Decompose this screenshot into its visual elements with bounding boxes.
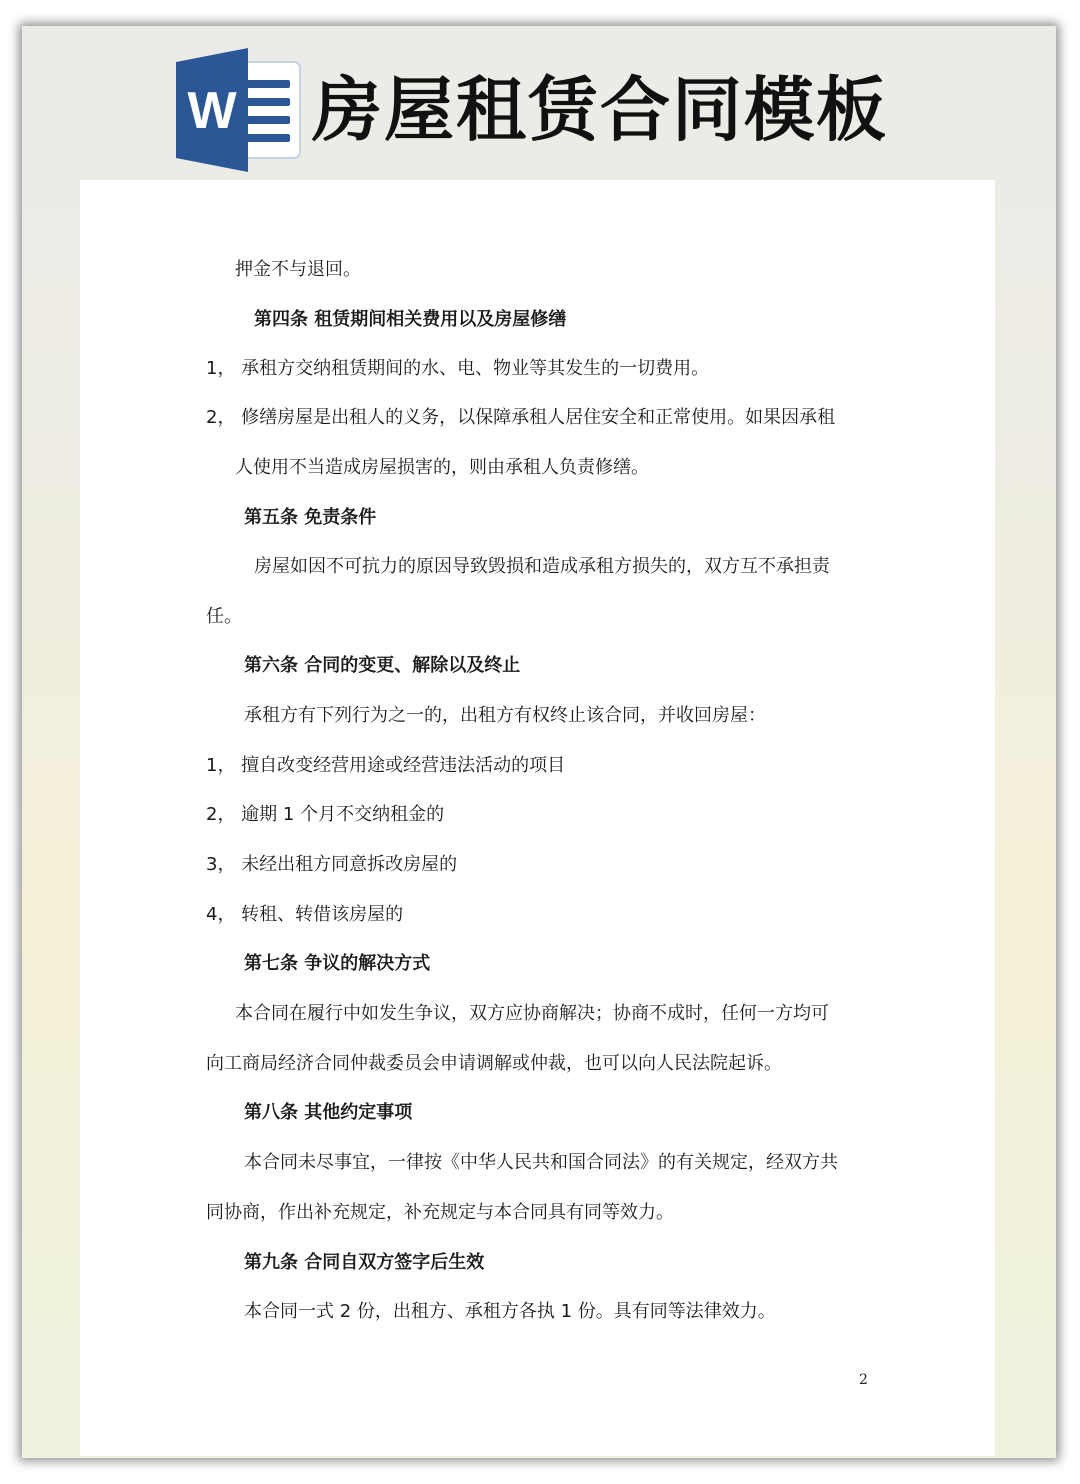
list-item: 4， 转租、转借该房屋的 [206,904,404,925]
section-heading: 第五条 免责条件 [244,507,377,528]
text-line: 人使用不当造成房屋损害的，则由承租人负责修缮。 [235,457,649,478]
list-item: 2， 修缮房屋是出租人的义务，以保障承租人居住安全和正常使用。如果因承租 [206,407,836,428]
list-item: 2， 逾期 1 个月不交纳租金的 [206,804,445,825]
list-item: 1， 擅自改变经营用途或经营违法活动的项目 [206,755,566,776]
section-heading: 第八条 其他约定事项 [244,1102,413,1123]
header [176,48,936,172]
text-line: 同协商，作出补充规定，补充规定与本合同具有同等效力。 [206,1202,674,1223]
document-page [80,180,995,1456]
text-line: 任。 [206,606,242,627]
text-line: 向工商局经济合同仲裁委员会申请调解或仲裁，也可以向人民法院起诉。 [206,1053,782,1074]
list-item: 1， 承租方交纳租赁期间的水、电、物业等其发生的一切费用。 [206,358,710,379]
text-line: 承租方有下列行为之一的，出租方有权终止该合同，并收回房屋： [244,705,766,726]
word-doc-icon [176,48,302,172]
text-line: 押金不与退回。 [235,259,361,280]
text-line: 房屋如因不可抗力的原因导致毁损和造成承租方损失的，双方互不承担责 [254,556,830,577]
section-heading: 第九条 合同自双方签字后生效 [244,1252,485,1273]
section-heading: 第七条 争议的解决方式 [244,953,431,974]
text-line: 本合同一式 2 份，出租方、承租方各执 1 份。具有同等法律效力。 [244,1301,776,1322]
text-line: 本合同在履行中如发生争议，双方应协商解决；协商不成时，任何一方均可 [235,1003,829,1024]
page-title: 房屋租赁合同模板 [312,69,888,151]
page-number: 2 [859,1372,868,1388]
text-line: 本合同未尽事宜，一律按《中华人民共和国合同法》的有关规定，经双方共 [244,1152,838,1173]
word-letter: W [187,82,237,140]
section-heading: 第六条 合同的变更、解除以及终止 [244,655,521,676]
list-item: 3， 未经出租方同意拆改房屋的 [206,854,458,875]
section-heading: 第四条 租赁期间相关费用以及房屋修缮 [254,309,567,330]
